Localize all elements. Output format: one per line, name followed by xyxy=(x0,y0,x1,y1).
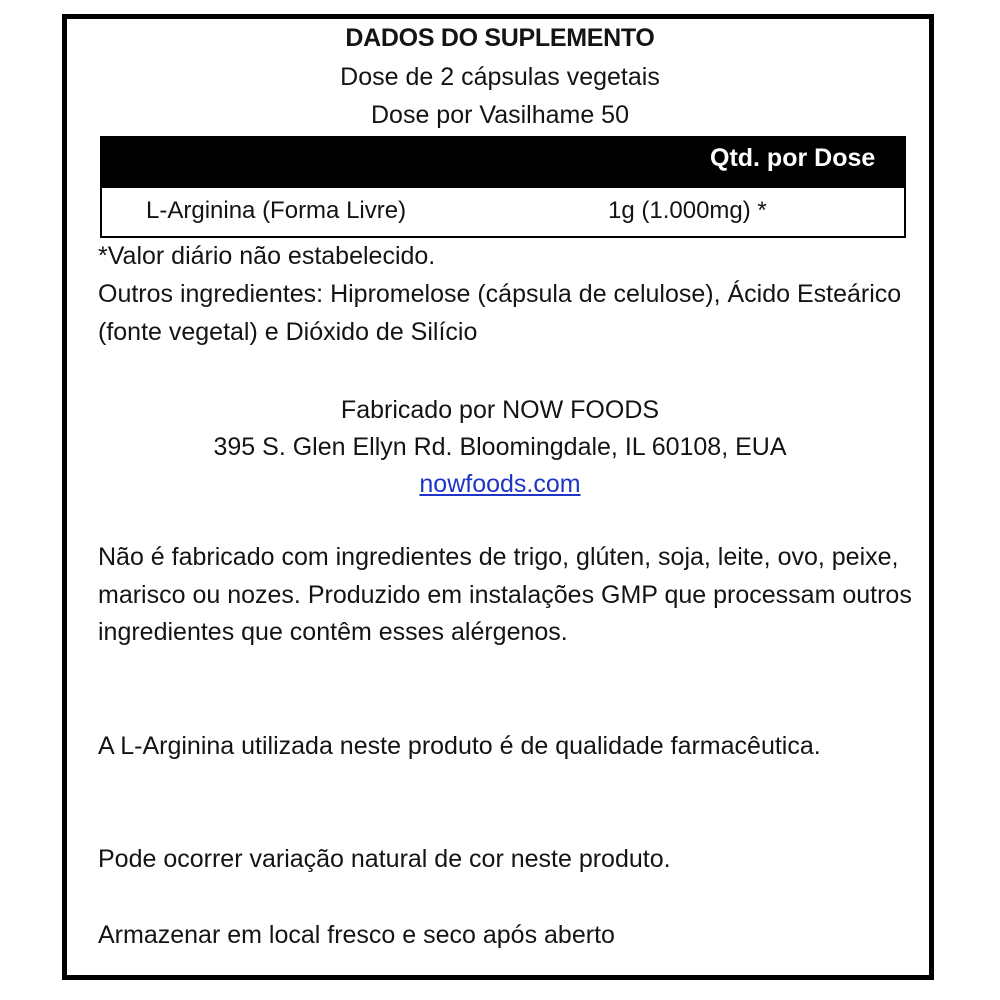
quality-statement: A L-Arginina utilizada neste produto é de qualidade farmacêutica. xyxy=(98,732,821,760)
other-ingredients: Outros ingredientes: Hipromelose (cápsula de celulose), Ácido Esteárico (fonte vegetal) e Dióxido de Silício xyxy=(98,280,902,346)
ingredient-amount: 1g (1.000mg) * xyxy=(608,197,767,224)
website-container xyxy=(0,470,1000,499)
column-header-amount: Qtd. por Dose xyxy=(710,144,876,172)
nutrition-table xyxy=(100,136,906,238)
ingredient-name: L-Arginina (Forma Livre) xyxy=(146,197,407,224)
website-link[interactable]: nowfoods.com xyxy=(419,470,581,498)
panel-title: DADOS DO SUPLEMENTO xyxy=(345,24,655,52)
color-variation-statement: Pode ocorrer variação natural de cor neste produto. xyxy=(98,845,671,873)
manufacturer-address: 395 S. Glen Ellyn Rd. Bloomingdale, IL 60108, EUA xyxy=(213,433,787,461)
daily-value-note: *Valor diário não estabelecido. xyxy=(98,242,436,270)
servings-per-container: Dose por Vasilhame 50 xyxy=(370,101,629,129)
storage-statement: Armazenar em local fresco e seco após aberto xyxy=(98,921,615,949)
table-header xyxy=(100,136,906,188)
serving-size: Dose de 2 cápsulas vegetais xyxy=(340,63,660,91)
allergen-statement: Não é fabricado com ingredientes de trigo, glúten, soja, leite, ovo, peixe, marisco ou nozes. Produzido em instalações GMP que processam outros ingredientes que contêm esses alérgenos. xyxy=(98,543,912,646)
manufacturer-line: Fabricado por NOW FOODS xyxy=(340,396,660,424)
table-row xyxy=(100,188,906,238)
